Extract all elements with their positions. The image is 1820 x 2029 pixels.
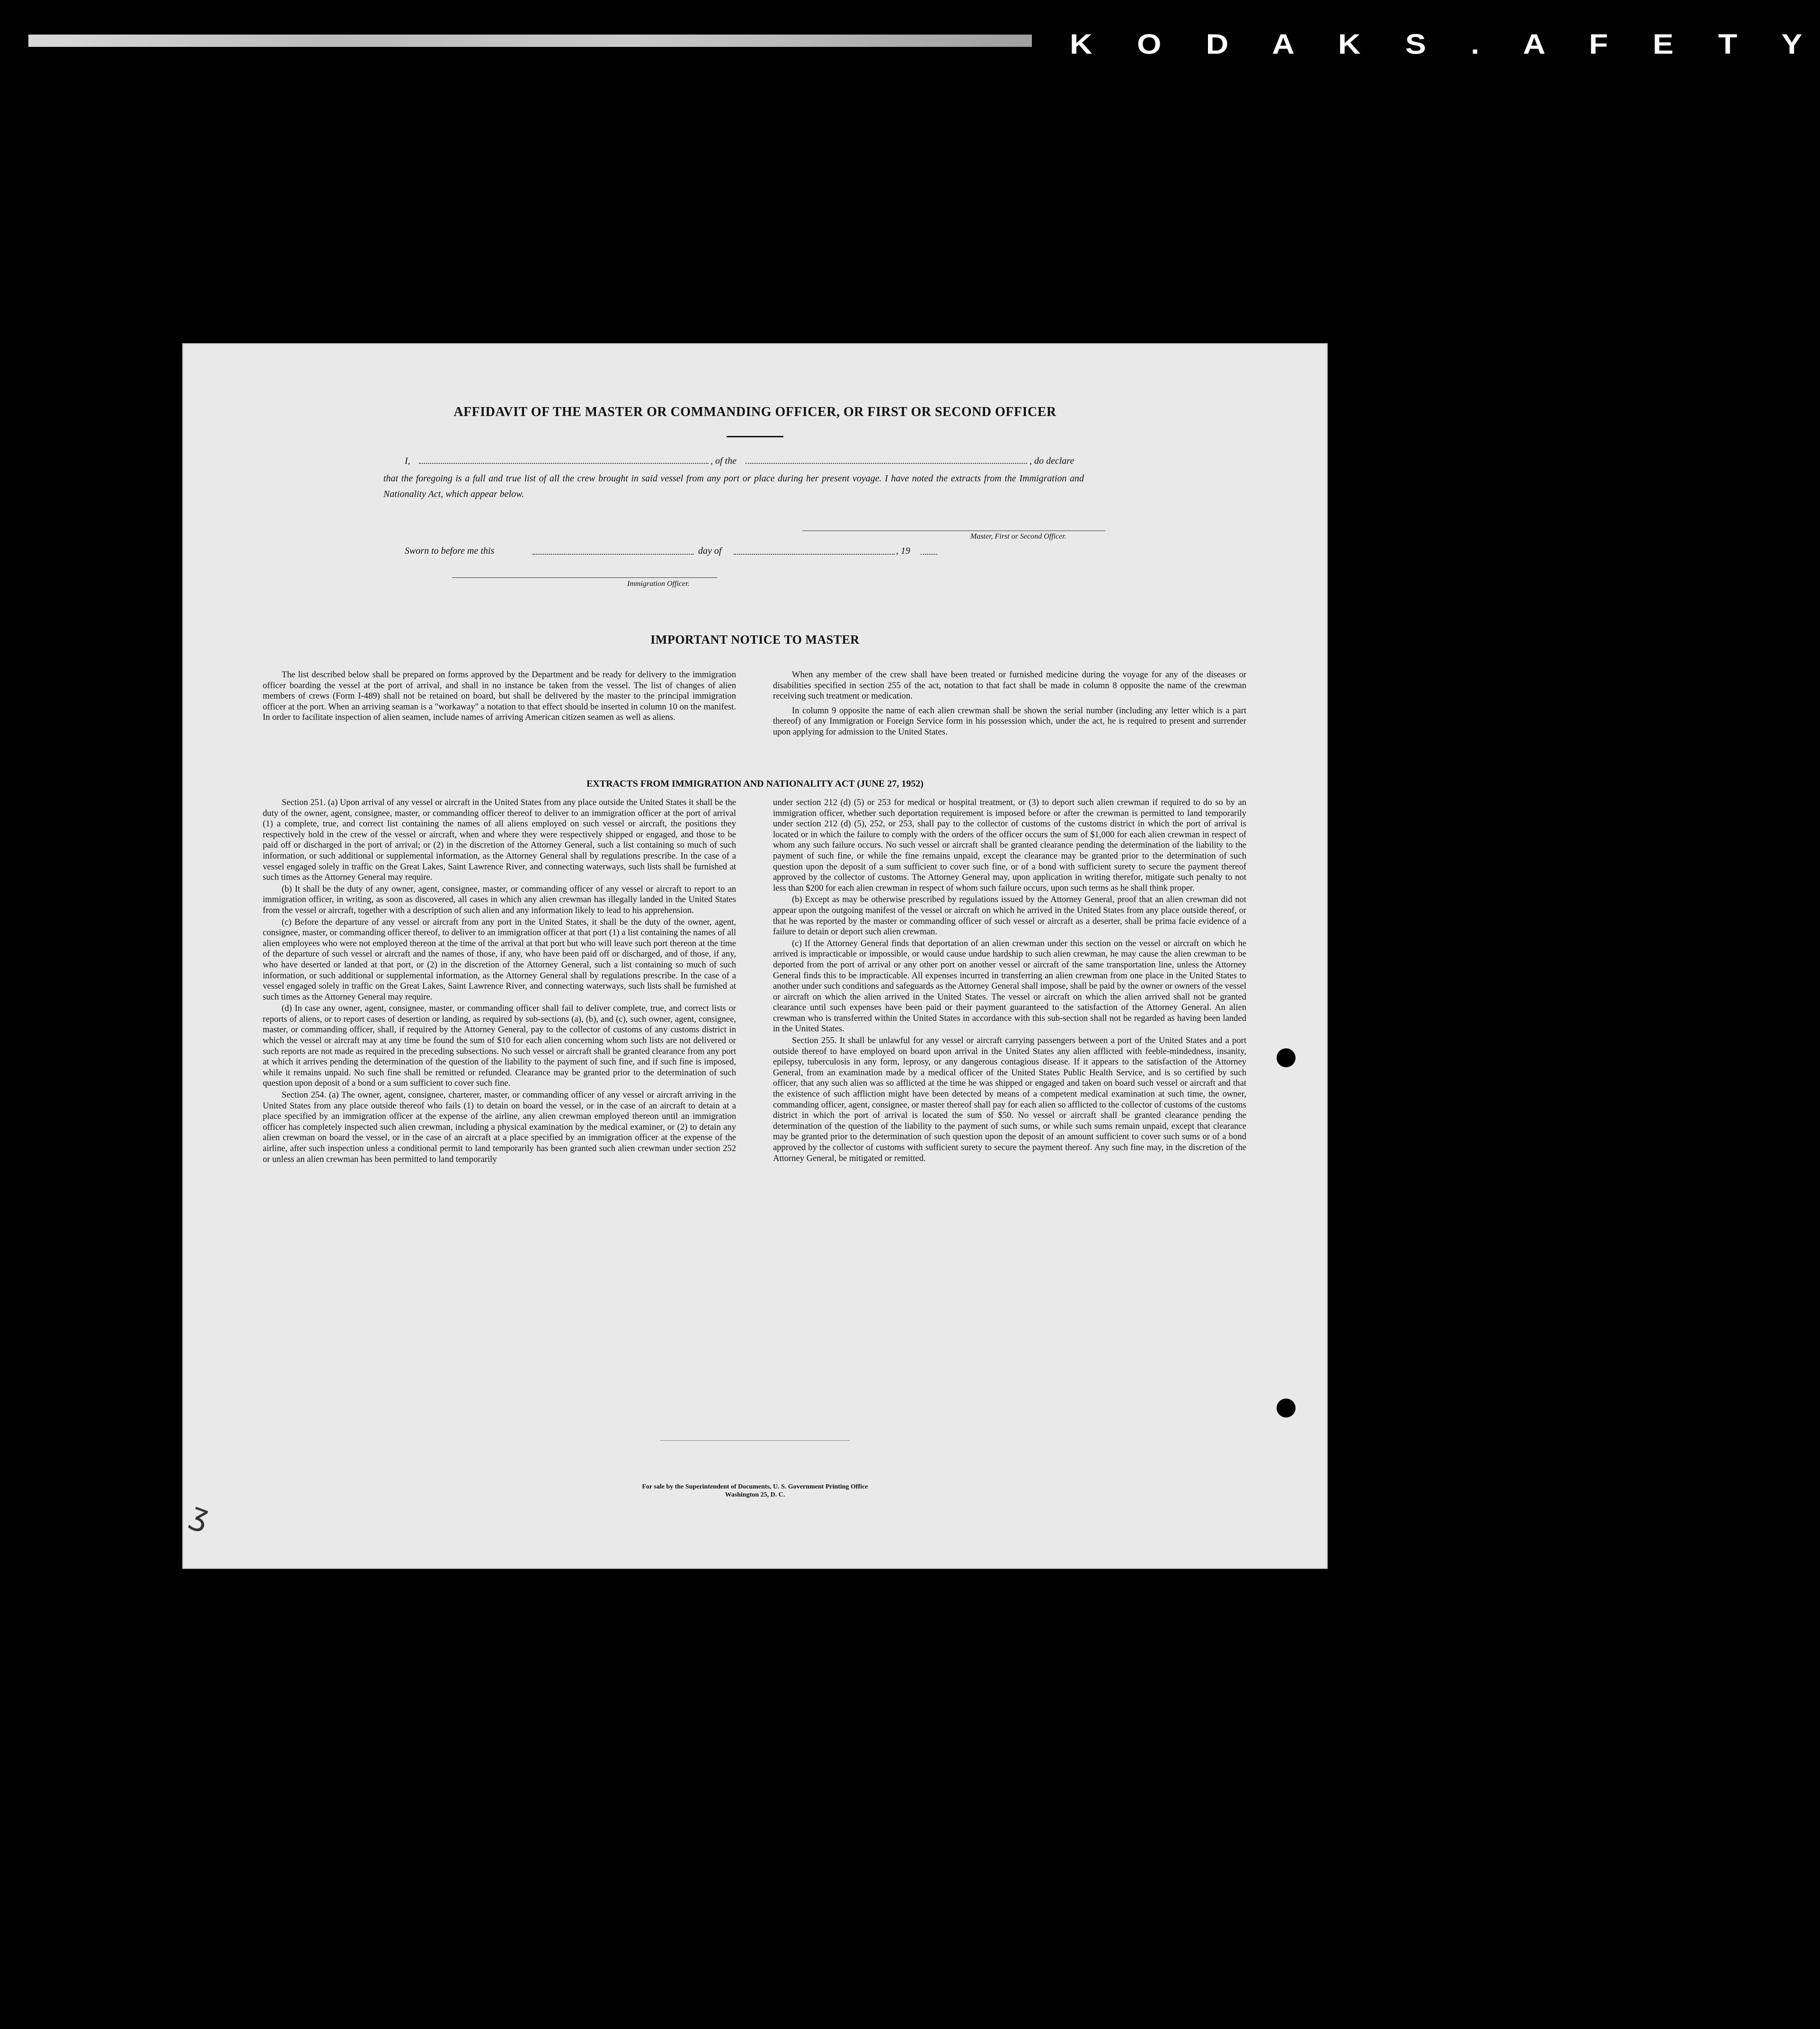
declaration-i-label: I, [405,456,410,466]
binder-hole-bottom [1277,1399,1296,1418]
sworn-day-of: day of [698,546,722,556]
sworn-prefix: Sworn to before me this [405,546,495,556]
footer-line-1: For sale by the Superintendent of Documents, U. S. Government Printing Office [642,1483,868,1490]
film-edge [28,26,1820,62]
sworn-year-blank [921,554,937,555]
title-rule [727,436,783,437]
section-251-c: (c) Before the departure of any vessel or aircraft from any port in the United States, it shall be the duty of the owner, agent, consignee, master, or commanding officer thereof, to deliver to an immigration officer at that port (1) a list containing the names of all alien employees who were not employed thereon at the time of the arrival at that port but who will leave such port thereon at the time of the departure of such vessel or aircraft and the names of those, if any, who have been paid off or discharged, and of those, if any, who have deserted or landed at that port, or (2) in the discretion of the Attorney General, such a list containing so much of such information, or such additional or supplemental information, as the Attorney General shall by regulations prescribe. In the case of a vessel engaged solely in traffic on the Great Lakes, Saint Lawrence River, and connecting waterways, such lists shall be furnished at such times as the Attorney General may require. [263,917,736,1002]
notice-left-column [263,670,736,724]
name-blank [419,463,709,464]
sworn-day-blank [533,554,693,555]
notice-right-column [773,670,1246,739]
extracts-right-column [773,797,1246,1165]
section-255: Section 255. It shall be unlawful for any vessel or aircraft carrying passengers between a port of the United States and a port outside thereof to have employed on board upon arrival in the United States any alien afflicted with feeble-mindedness, insanity, epilepsy, tuberculosis in any form, leprosy, or any dangerous contagious disease. If it appears to the satisfaction of the Attorney General, from an examination made by a medical officer of the United States Public Health Service, and is so certified by such officer, that any such alien was so afflicted at the time he was shipped or engaged and taken on board such vessel or aircraft and that the existence of such affliction might have been detected by means of a competent medical examination at such time, the owner, commanding officer, agent, consignee, or master thereof shall pay for each alien so afflicted to the collector of customs of the customs district in which the port of arrival is located the sum of $50. No vessel or aircraft shall be granted clearance pending the determination of the question of the liability to the payment of such sums, or while such sums remain unpaid, except that clearance may be granted prior to the determination of such question upon the deposit of an amount sufficient to cover such sums or of a bond approved by the collector of customs with sufficient surety to secure the payment thereof. Any such fine may, in the discretion of the Attorney General, be mitigated or remitted. [773,1036,1246,1163]
section-254-a: Section 254. (a) The owner, agent, consignee, charterer, master, or commanding officer of any vessel or aircraft arriving in the United States from any place outside thereof who fails (1) to detain on board the vessel, or in the case of an aircraft to detain at a place specified by an immigration officer at the expense of the airline, any alien crewman employed thereon until an immigration officer has completely inspected such alien crewman, including a physical examination by the medical examiner, or (2) to detain any alien crewman on board the vessel, or in the case of an aircraft at a place specified by an immigration officer at the expense of the airline, after such inspection unless a conditional permit to land temporarily has been granted such alien crewman under section 252 or unless an alien crewman has been permitted to land temporarily [263,1090,736,1164]
declaration-of-the-label: , of the [710,456,737,466]
section-254-a-continued: under section 212 (d) (5) or 253 for medical or hospital treatment, or (3) to deport such alien crewman if required to do so by an immigration officer, whether such deportation requirement is imposed before or after the crewman is permitted to land temporarily under section 212 (d) (5), 252, or 253, shall pay to the collector of customs of the customs district in which the port of arrival is located or in which the failure to comply with the orders of the officer occurs the sum of $1,000 for each alien crewman in respect of whom any such failure occurs. No such vessel or aircraft shall be granted clearance pending the determination of the liability to the payment of such fine, or while the fine remains unpaid, except the clearance may be granted prior to the determination of such question upon the deposit of a sum sufficient to cover such fine, or of a bond with sufficient surety to secure the payment thereof approved by the collector of customs. The Attorney General may, upon application in writing therefor, mitigate such penalty to not less than $200 for each alien crewman in respect of whom such failure occurs, upon such terms as he shall think proper. [773,797,1246,893]
footer-line-2: Washington 25, D. C. [725,1491,785,1498]
section-251-d: (d) In case any owner, agent, consignee, master, or commanding officer shall fail to deliver complete, true, and correct lists or reports of aliens, or to report cases of desertion or landing, as required by sub-sections (a), (b), and (c), such owner, agent, consignee, master, or commanding officer, shall, if required by the Attorney General, pay to the collector of customs of any customs district in which the vessel or aircraft may at any time be found the sum of $10 for each alien concerning whom such lists are not delivered or such reports are not made as required in the preceding subsections. No such vessel or aircraft shall be granted clearance from any port at which it arrives pending the determination of the question of the liability to the payment of such fine, and if such fine is imposed, while it remains unpaid. No such fine shall be remitted or refunded. Clearance may be granted prior to the determination of such question upon deposit of a bond or a sum sufficient to cover such fine. [263,1003,736,1089]
master-signature-caption: Master, First or Second Officer. [970,532,1066,540]
declaration-do-declare-label: , do declare [1030,456,1074,466]
immigration-officer-line [452,577,717,578]
gpo-imprint [660,1440,850,1445]
binder-hole-top [1277,1048,1296,1067]
notice-right-paragraph-2: In column 9 opposite the name of each alien crewman shall be shown the serial number (including any letter which is a part thereof) of any Immigration or Foreign Service form in his possession which, under the act, he is required to present and surrender upon applying for admission to the United States. [773,705,1246,737]
section-254-b: (b) Except as may be otherwise prescribed by regulations issued by the Attorney General, proof that an alien crewman did not appear upon the outgoing manifest of the vessel or aircraft on which he arrived in the United States from any place outside thereof, or that he was reported by the master or commanding officer of such vessel or aircraft as a deserter, shall be prima facie evidence of a failure to detain or deport such alien crewman. [773,895,1246,937]
notice-title: IMPORTANT NOTICE TO MASTER [650,633,860,647]
handwritten-mark: ʒ [186,1496,215,1535]
section-251-b: (b) It shall be the duty of any owner, agent, consignee, master, or commanding officer of any vessel or aircraft to report to an immigration officer, in writing, as soon as discovered, all cases in which any alien crewman has illegally landed in the United States from the vessel or aircraft, together with a description of such alien and any information likely to lead to his apprehension. [263,884,736,915]
extracts-left-column [263,797,736,1166]
film-edge-exposure [28,35,1032,47]
section-254-c: (c) If the Attorney General finds that deportation of an alien crewman under this section on the vessel or aircraft on which he arrived is impracticable or impossible, or would cause undue hardship to such alien crewman, he may cause the alien crewman to be deported from the port of arrival or any other port on another vessel or aircraft of the same transportation line, unless the Attorney General finds this to be impracticable. All expenses incurred in transferring an alien crewman from one place in the United States to another under such conditions and safeguards as the Attorney General shall impose, shall be paid by the owner or owners of the vessel or aircraft on which the alien arrived in the United States. The vessel or aircraft on which the alien arrived shall not be granted clearance until such expenses have been paid or their payment guaranteed to the satisfaction of the Attorney General. An alien crewman who is transferred within the United States in accordance with this sub-section shall not be regarded as having been landed in the United States. [773,938,1246,1034]
film-edge-text: K O D A K S . A F E T Y [1070,28,1820,60]
notice-right-paragraph-1: When any member of the crew shall have been treated or furnished medicine during the voyage for any of the diseases or disabilities specified in section 255 of the act, notation to that fact shall be made in column 8 opposite the name of the crewman receiving such treatment or medication. [773,670,1246,701]
affidavit-title: AFFIDAVIT OF THE MASTER OR COMMANDING OFFICER, OR FIRST OR SECOND OFFICER [453,405,1056,419]
section-251-a: Section 251. (a) Upon arrival of any vessel or aircraft in the United States from any place outside the United States it shall be the duty of the owner, agent, consignee, master, or commanding officer thereof to deliver to an immigration officer at the port of arrival (1) a complete, true, and correct list containing the names of all aliens employed on such vessel or aircraft, the positions they respectively hold in the crew of the vessel or aircraft, when and where they were respectively shipped or engaged, and those to be paid off or discharged in the port of arrival; or (2) in the discretion of the Attorney General, such a list containing so much of such information, or such additional or supplemental information, as the Attorney General shall by regulations prescribe. In the case of a vessel engaged solely in traffic on the Great Lakes, Saint Lawrence River, and connecting waterways, such lists shall be furnished at such times as the Attorney General may require. [263,797,736,883]
sworn-year-prefix: , 19 [896,546,910,556]
affidavit-page [182,343,1328,1569]
immigration-officer-caption: Immigration Officer. [627,580,690,588]
vessel-blank [746,463,1027,464]
sworn-month-blank [734,554,895,555]
footer-sale-notice [182,1483,1328,1499]
declaration-statement: that the foregoing is a full and true list of all the crew brought in said vessel from any port or place during her present voyage. I have noted the extracts from the Immigration and Nationality Act, which appear below. [383,473,1084,499]
extracts-title: EXTRACTS FROM IMMIGRATION AND NATIONALITY ACT (JUNE 27, 1952) [586,779,924,789]
notice-left-paragraph: The list described below shall be prepared on forms approved by the Department and be ready for delivery to the immigration officer boarding the vessel at the port of arrival, and shall in no instance be taken from the vessel. The list of changes of alien members of crews (Form I-489) shall not be retained on board, but shall be delivered by the master to the principal immigration officer at the port. When an arriving seaman is a "workaway" a notation to that effect should be inserted in column 10 on the manifest. In order to facilitate inspection of alien seamen, include names of arriving American citizen seamen as well as aliens. [263,670,736,723]
